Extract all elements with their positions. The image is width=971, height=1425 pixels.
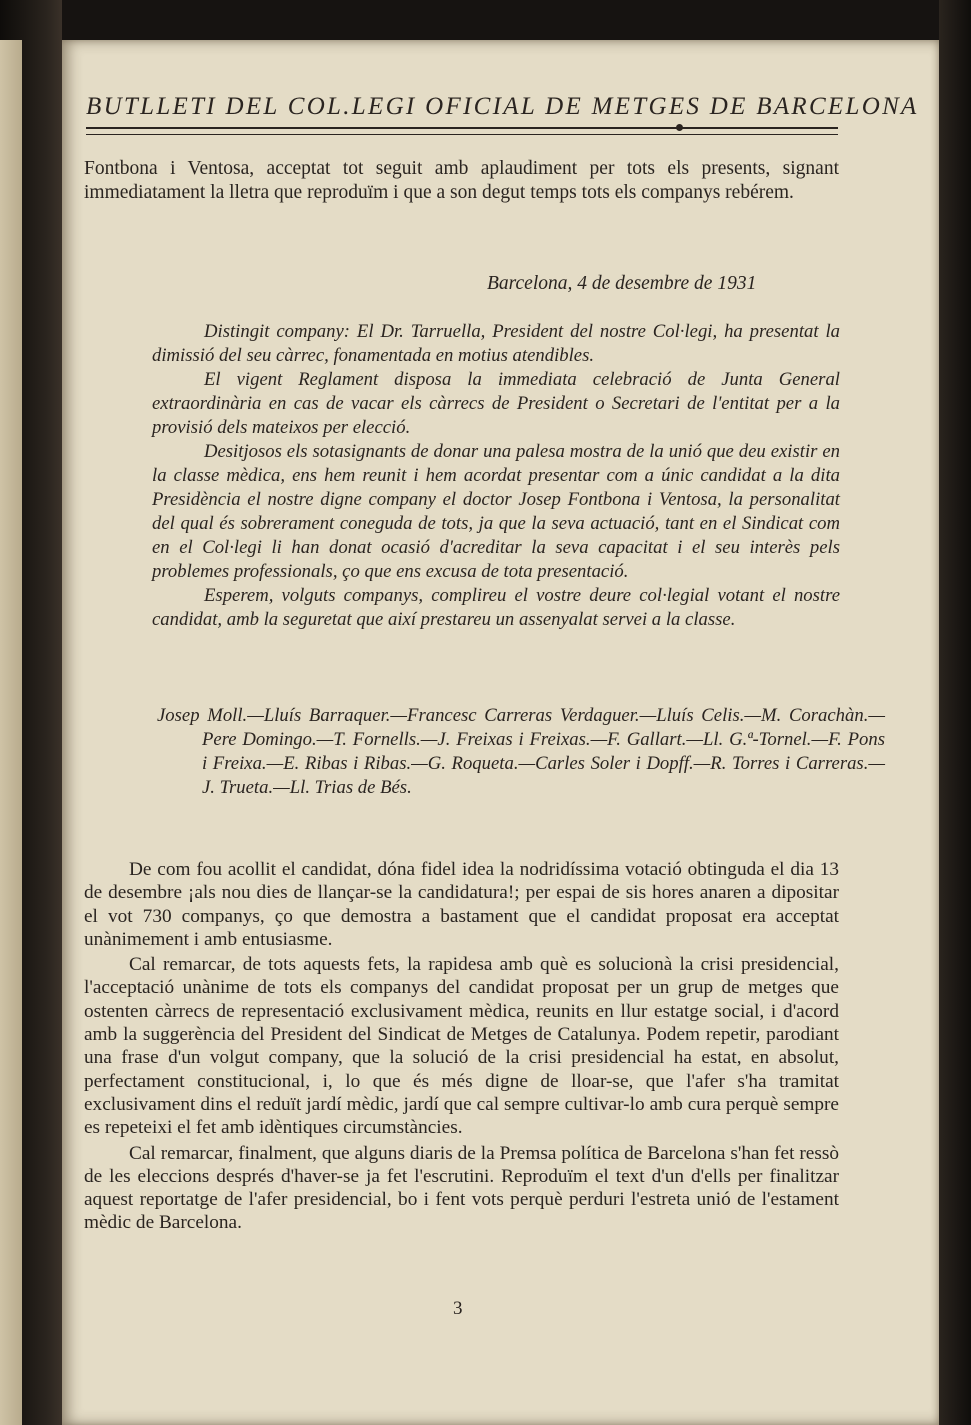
document-page [62,40,939,1425]
page-number: 3 [453,1298,463,1319]
running-header: BUTLLETI DEL COL.LEGI OFICIAL DE METGES DE BARCELONA [86,93,919,120]
letter-signatories: Josep Moll.—Lluís Barraquer.—Francesc Carreras Verdaguer.—Lluís Celis.—M. Corachàn.—Pere Domingo.—T. Fornells.—J. Freixas i Freixas.—F. Gallart.—Ll. G.ª-Tornel.—F. Pons i Freixa.—E. Ribas i Ribas.—G. Roqueta.—Carles Soler i Dopff.—R. Torres i Carreras.—J. Trueta.—Ll. Trias de Bés. [157,705,885,798]
letter-paragraph: Esperem, volguts companys, complireu el vostre deure col·legial votant el nostre candidat, amb la seguretat que així prestareu un assenyalat servei a la classe. [152,585,840,630]
article-body [84,858,839,1237]
scan-background-edge [939,0,971,1425]
letter-paragraph: Distingit company: El Dr. Tarruella, President del nostre Col·legi, ha presentat la dimissió del seu càrrec, fonamentada en motius atendibles. [152,321,840,366]
letter-paragraph: El vigent Reglament disposa la immediata celebració de Junta General extraordinària en cas de vacar els càrrecs de President o Secretari de l'entitat per a la provisió dels mateixos per elecció. [152,369,840,438]
letter-body [152,320,840,632]
previous-page-edge [0,40,22,1425]
letter-paragraph: Desitjosos els sotasignants de donar una palesa mostra de la unió que deu existir en la classe mèdica, ens hem reunit i hem acordat presentar com a únic candidat a la dita Presidència el nostre digne company el doctor Josep Fontbona i Ventosa, la personalitat del qual és sobrerament coneguda de tots, ja que la seva actuació, tant en el Sindicat com en el Col·legi li han donat ocasió d'acreditar la seva capacitat i el seu interès pels problemes professionals, ço que ens excusa de tota presentació. [152,441,840,582]
header-rule-ornament [676,124,683,131]
letter-dateline: Barcelona, 4 de desembre de 1931 [487,273,757,294]
body-paragraph: Cal remarcar, finalment, que alguns diaris de la Premsa política de Barcelona s'han fet ressò de les eleccions després d'haver-se ja fet l'escrutini. Reproduïm el text d'un d'ells per finalitzar aquest reportatge de l'afer presidencial, bo i fent vots perquè perduri l'estreta unió de l'estament mèdic de Barcelona. [84,1142,839,1234]
body-paragraph: Cal remarcar, de tots aquests fets, la rapidesa amb què es solucionà la crisi presidencial, l'acceptació unànime de tots els companys del candidat proposat per un grup de metges que ostenten càrrecs de representació exclusivament mèdica, reunits en llur estatge social, i d'acord amb la suggerència del President del Sindicat de Metges de Catalunya. Podem repetir, parodiant una frase d'un volgut company, que la solució de la crisi presidencial ha estat, en absolut, perfectament constitucional, i, lo que és més digne de lloar-se, que l'afer s'ha tramitat exclusivament dins el reduït jardí mèdic, jardí que cal sempre cultivar-lo amb cura perquè sempre es repeteixi el fet amb idèntiques circumstàncies. [84,954,839,1139]
intro-paragraph: Fontbona i Ventosa, acceptat tot seguit amb aplaudiment per tots els presents, signant immediatament la lletra que reproduïm i que a son degut temps tots els companys rebérem. [84,158,839,203]
header-rule [86,127,838,135]
body-paragraph: De com fou acollit el candidat, dóna fidel idea la nodridíssima votació obtinguda el dia 13 de desembre ¡als nou dies de llançar-se la candidatura!; per espai de sis hores anaren a dipositar el vot 730 companys, ço que demostra a bastament que el candidat proposat era acceptat unànimement i amb entusiasme. [84,859,839,950]
